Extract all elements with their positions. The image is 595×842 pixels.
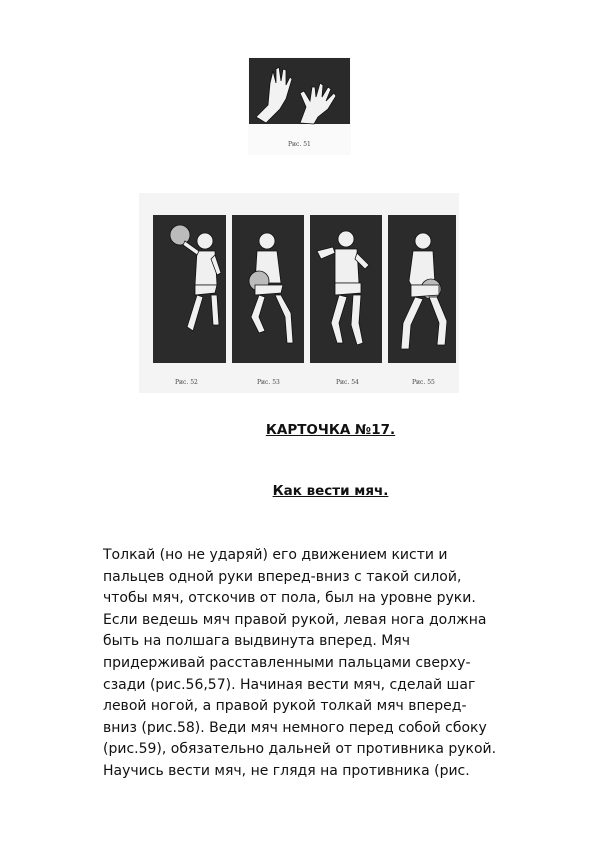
figure-caption: Рис. 53 [257, 379, 280, 386]
card-title: КАРТОЧКА №17. [265, 422, 396, 438]
body-line: вниз (рис.58). Веди мяч немного перед собой сбоку [103, 719, 487, 736]
figure-caption: Рис. 52 [175, 379, 198, 386]
figure-caption: Рис. 51 [288, 141, 311, 148]
body-line: Научись вести мяч, не глядя на противника (рис. [103, 762, 470, 779]
card-subtitle: Как вести мяч. [272, 483, 389, 499]
hands-illustration [248, 57, 351, 155]
body-line: Если ведешь мяч правой рукой, левая нога должна [103, 611, 487, 628]
body-line: пальцев одной руки вперед-вниз с такой силой, [103, 568, 462, 585]
body-line: чтобы мяч, отскочив от пола, был на уровне руки. [103, 590, 476, 607]
body-line: левой ногой, а правой рукой толкай мяч вперед- [103, 698, 467, 715]
body-line: придерживай расставленными пальцами сверху- [103, 654, 471, 671]
body-line: сзади (рис.56,57). Начиная вести мяч, сделай шаг [103, 676, 476, 693]
body-line: Толкай (но не ударяй) его движением кисти и [103, 547, 448, 563]
dribbling-illustrations [139, 193, 459, 393]
figure-caption: Рис. 54 [336, 379, 359, 386]
figure-caption: Рис. 55 [412, 379, 435, 386]
body-text [103, 545, 563, 783]
players-drawing [139, 193, 459, 393]
body-line: (рис.59), обязательно дальней от противника рукой. [103, 741, 497, 758]
body-line: быть на полшага выдвинута вперед. Мяч [103, 633, 410, 650]
